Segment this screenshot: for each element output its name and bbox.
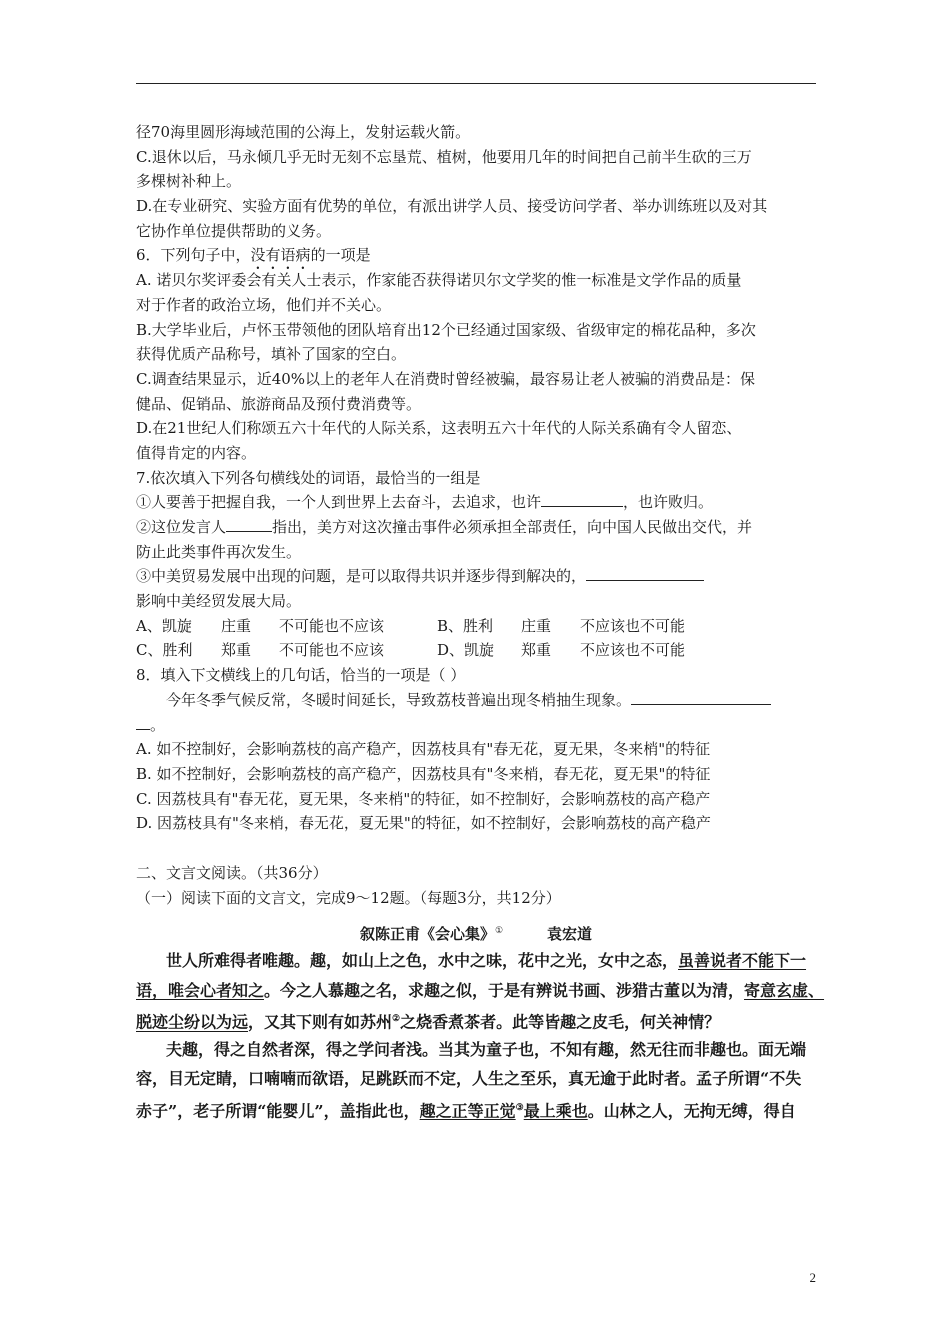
q7-option-b-word3: 不应该也不可能 <box>580 616 686 635</box>
q7-stem: 7.依次填入下列各句横线处的词语，最恰当的一组是 <box>136 468 481 487</box>
essay-author: 袁宏道 <box>547 925 593 944</box>
section-2-subheading: （一）阅读下面的文言文，完成9～12题。（每题3分，共12分） <box>136 888 561 907</box>
q7-s3-pre: ③中美贸易发展中出现的问题，是可以取得共识并逐步得到解决的， <box>136 567 587 586</box>
q6-stem-pre: 6．下列句子中， <box>136 246 251 265</box>
footnote-marker: ③ <box>515 1102 524 1113</box>
q5-option-c-line2: 多棵树补种上。 <box>136 172 242 191</box>
q7-option-b-word1: B、胜利 <box>437 616 494 635</box>
essay-text: ，又其下则有如苏州 <box>248 1012 393 1032</box>
q8-stem: 8．填入下文横线上的几句话，恰当的一项是（ ） <box>136 666 466 685</box>
q7-sentence-1 <box>136 490 816 515</box>
answer-blank <box>226 516 272 532</box>
q7-option-c-word2: 郑重 <box>221 641 252 660</box>
header-rule <box>136 83 816 84</box>
answer-blank <box>586 565 704 581</box>
q5-option-c-line1: C.退休以后，马永倾几乎无时无刻不忘垦荒、植树，他要用几年的时间把自己前半生砍的三万 <box>136 147 752 166</box>
q8-passage-text: 今年冬季气候反常，冬暖时间延长，导致荔枝普遍出现冬梢抽生现象。 <box>166 690 632 709</box>
essay-text: 世人所难得者唯趣。趣，如山上之色，水中之味，花中之光，女中之态， <box>166 951 679 971</box>
q6-option-c-line2: 健品、促销品、旅游商品及预付费消费等。 <box>136 394 422 413</box>
q8-option-a: A. 如不控制好，会影响荔枝的高产稳产，因荔枝具有"春无花，夏无果，冬来梢"的特征 <box>136 740 711 759</box>
q7-s1-pre: ①人要善于把握自我，一个人到世界上去奋斗，去追求，也许 <box>136 493 542 512</box>
q8-option-c: C. 因荔枝具有"春无花，夏无果，冬来梢"的特征，如不控制好，会影响荔枝的高产稳产 <box>136 789 711 808</box>
footnote-marker: ② <box>392 1014 401 1025</box>
q6-option-d-line2: 值得肯定的内容。 <box>136 443 257 462</box>
q7-s2-pre: ②这位发言人 <box>136 518 227 536</box>
underlined-text: 虽善说者不能下一 <box>678 951 807 971</box>
q6-option-a-line1: A. 诺贝尔奖评委会有关人士表示，作家能否获得诺贝尔文学奖的惟一标准是文学作品的质量 <box>136 271 742 290</box>
q7-sentence-2 <box>136 515 816 540</box>
essay-line <box>136 1005 816 1035</box>
q8-option-b: B. 如不控制好，会影响荔枝的高产稳产，因荔枝具有"冬来梢，春无花，夏无果"的特征 <box>136 764 711 783</box>
q7-option-c-word1: C、胜利 <box>136 641 193 660</box>
essay-body <box>136 946 825 1123</box>
q7-s1-post: ，也许败归。 <box>623 493 714 512</box>
q8-passage <box>136 688 816 713</box>
q7-option-d-word2: 郑重 <box>521 641 552 660</box>
q7-option-a-word2: 庄重 <box>221 616 252 635</box>
q7-options-row-1 <box>136 614 816 639</box>
underlined-text: 脱迹尘纷以为远 <box>136 1012 249 1032</box>
q7-sentence-3-line2: 影响中美经贸发展大局。 <box>136 592 302 611</box>
essay-text: 赤子”，老子所谓“能婴儿”，盖指此也， <box>136 1101 420 1121</box>
q7-sentence-2-line2: 防止此类事件再次发生。 <box>136 542 302 561</box>
q6-option-a-line2: 对于作者的政治立场，他们并不关心。 <box>136 295 392 314</box>
essay-line <box>136 1094 816 1124</box>
q7-sentence-3 <box>136 564 816 589</box>
q7-option-d-word1: D、凯旋 <box>437 641 495 660</box>
q8-passage-period: 。 <box>150 715 166 734</box>
underlined-text: 语，唯会心者知之 <box>136 980 265 1000</box>
essay-text: 。今之人慕趣之名，求趣之似，于是有辨说书画、涉猎古董以为清， <box>264 980 745 1000</box>
q6-option-b-line2: 获得优质产品称号，填补了国家的空白。 <box>136 345 407 364</box>
page-content <box>136 120 825 1123</box>
answer-blank <box>631 689 771 705</box>
underlined-text: 最上乘也 <box>523 1101 588 1121</box>
q7-option-a-word3: 不可能也不应该 <box>279 616 385 635</box>
essay-line: 容，目无定睛，口喃喃而欲语，足跳跃而不定，人生之至乐，真无逾于此时者。孟子所谓“不失 <box>136 1069 802 1089</box>
essay-line: 夫趣，得之自然者深，得之学问者浅。当其为童子也，不知有趣，然无往而非趣也。面无端 <box>166 1039 807 1059</box>
q7-s2-post: 指出，美方对这次撞击事件必须承担全部责任，向中国人民做出交代，并 <box>272 518 753 536</box>
underlined-text: 趣之正等正觉 <box>419 1101 516 1121</box>
q6-stem-emphasis: 没有语病 <box>250 246 311 265</box>
q7-option-c-word3: 不可能也不应该 <box>279 641 385 660</box>
section-gap <box>136 836 816 861</box>
q5-option-d-line1: D.在专业研究、实验方面有优势的单位，有派出讲学人员、接受访问学者、举办训练班以及对其 <box>136 197 768 216</box>
essay-line <box>136 946 816 976</box>
essay-title-line <box>136 916 816 946</box>
essay-line <box>136 976 825 1006</box>
essay-title: 叙陈正甫《会心集》 <box>359 925 495 944</box>
essay-title-note: ① <box>494 926 504 937</box>
answer-blank <box>541 491 623 507</box>
section-2-heading: 二、文言文阅读。（共36分） <box>136 863 328 882</box>
page-number: 2 <box>809 1270 816 1285</box>
q6-option-b-line1: B.大学毕业后，卢怀玉带领他的团队培育出12个已经通过国家级、省级审定的棉花品种，多次 <box>136 320 756 339</box>
q8-passage-end <box>136 713 816 738</box>
answer-blank <box>136 714 150 730</box>
q7-option-b-word2: 庄重 <box>521 616 552 635</box>
underlined-text: 寄意玄虚、 <box>744 980 825 1000</box>
q7-options-row-2 <box>136 638 816 663</box>
essay-text: 之烧香煮茶者。此等皆趣之皮毛，何关神情？ <box>400 1012 721 1032</box>
q7-option-a-word1: A、凯旋 <box>136 616 192 635</box>
q6-stem-post: 的一项是 <box>310 246 371 265</box>
q5-continued-line: 径70海里圆形海域范围的公海上，发射运载火箭。 <box>136 123 471 141</box>
q6-option-c-line1: C.调查结果显示，近40%以上的老年人在消费时曾经被骗，最容易让老人被骗的消费品是：保 <box>136 369 756 388</box>
q6-stem <box>136 243 816 268</box>
q5-option-d-line2: 它协作单位提供帮助的义务。 <box>136 221 332 240</box>
q8-option-d: D. 因荔枝具有"冬来梢，春无花，夏无果"的特征，如不控制好，会影响荔枝的高产稳产 <box>136 814 711 833</box>
q7-option-d-word3: 不应该也不可能 <box>580 641 686 660</box>
essay-text: 。山林之人，无拘无缚，得自 <box>587 1101 796 1121</box>
q6-option-d-line1: D.在21世纪人们称颂五六十年代的人际关系，这表明五六十年代的人际关系确有令人留恋、 <box>136 419 742 438</box>
